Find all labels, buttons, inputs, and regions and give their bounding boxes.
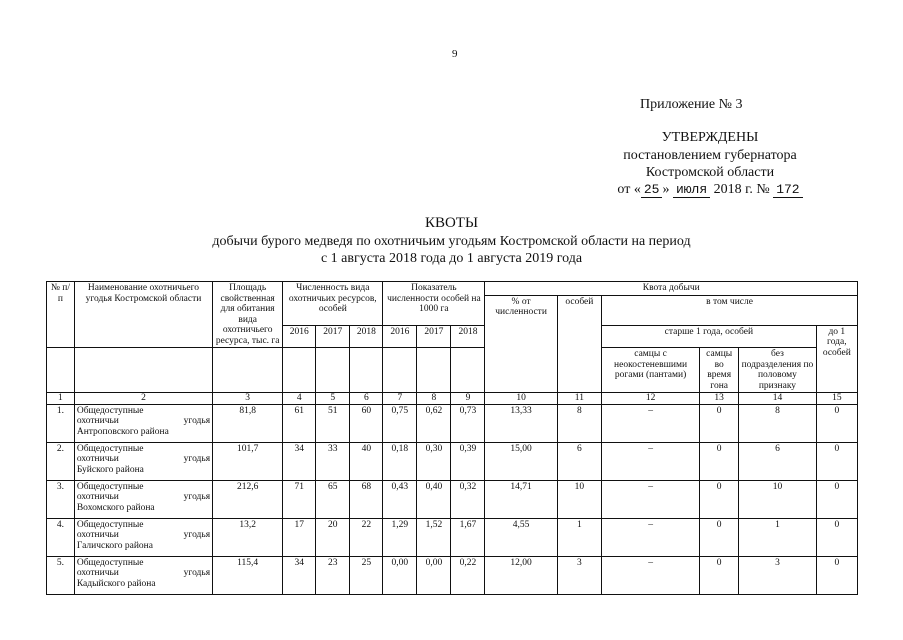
date-year: 2018 г. №: [713, 182, 770, 197]
pct-cell: 4,55: [485, 518, 557, 556]
name-word: охотничьи: [76, 454, 119, 464]
table-row: [47, 556, 858, 594]
index-cell: 13: [700, 393, 739, 405]
males-rut-cell: 0: [700, 480, 739, 518]
header-area: Площадь свойственная для обитания вида охотничьего ресурса, тыс. га: [213, 282, 283, 348]
header-pop-2016: 2016: [283, 325, 316, 348]
header-under1: до 1 года, особей: [816, 325, 857, 393]
pop-2018-cell: 22: [350, 518, 383, 556]
males-rut-cell: 0: [700, 404, 739, 442]
den-2016-cell: 0,75: [383, 404, 417, 442]
document-subtitle-1: добычи бурого медведя по охотничьим угодьям Костромской области на период: [212, 234, 691, 249]
index-cell: 9: [451, 393, 485, 405]
name-line: Кадыйского района: [76, 578, 156, 589]
males-antlers-cell: –: [602, 518, 700, 556]
males-rut-cell: 0: [700, 556, 739, 594]
header-population: Численность вида охотничьих ресурсов, особей: [283, 282, 383, 326]
no-sex-cell: 8: [739, 404, 816, 442]
pop-2017-cell: 33: [316, 442, 350, 480]
area-cell: 101,7: [213, 442, 283, 480]
header-males-antlers: самцы с неокостеневшими рогами (пантами): [602, 348, 700, 393]
appendix-label: Приложение № 3: [640, 97, 743, 112]
den-2017-cell: 0,40: [417, 480, 451, 518]
hunting-ground-name-cell: [74, 404, 212, 442]
no-sex-cell: 1: [739, 518, 816, 556]
pop-2018-cell: 40: [350, 442, 383, 480]
no-sex-cell: 10: [739, 480, 816, 518]
name-line: Общедоступные: [76, 481, 144, 492]
pop-2016-cell: 61: [283, 404, 316, 442]
index-cell: 7: [383, 393, 417, 405]
document-title: КВОТЫ: [424, 215, 479, 231]
den-2018-cell: 0,39: [451, 442, 485, 480]
name-word: охотничьи: [76, 568, 119, 578]
index-cell: 6: [350, 393, 383, 405]
den-2016-cell: 0,00: [383, 556, 417, 594]
males-antlers-cell: –: [602, 442, 700, 480]
decree-date-line: [560, 181, 860, 198]
index-cell: 8: [417, 393, 451, 405]
header-pop-2018: 2018: [350, 325, 383, 348]
pct-cell: 15,00: [485, 442, 557, 480]
den-2016-cell: 0,43: [383, 480, 417, 518]
header-density: Показатель численности особей на 1000 га: [383, 282, 485, 326]
area-cell: 115,4: [213, 556, 283, 594]
header-num: № п/п: [47, 282, 75, 348]
index-cell: 1: [47, 393, 75, 405]
count-cell: 10: [557, 480, 601, 518]
males-antlers-cell: –: [602, 404, 700, 442]
under1-cell: 0: [816, 518, 857, 556]
page-number: 9: [452, 48, 458, 60]
header-males-rut: самцы во время гона: [700, 348, 739, 393]
name-line: [77, 492, 210, 503]
name-word: угодья: [183, 416, 211, 426]
name-line: Буйского района: [76, 464, 144, 475]
pop-2017-cell: 51: [316, 404, 350, 442]
area-cell: 13,2: [213, 518, 283, 556]
name-line: Галичского района: [76, 540, 153, 551]
under1-cell: 0: [816, 442, 857, 480]
name-line: [77, 416, 210, 427]
header-quota: Квота добычи: [485, 282, 858, 296]
den-2018-cell: 0,22: [451, 556, 485, 594]
hunting-ground-name-cell: [74, 442, 212, 480]
under1-cell: 0: [816, 556, 857, 594]
approved-heading: УТВЕРЖДЕНЫ: [661, 130, 759, 145]
header-den-2018: 2018: [451, 325, 485, 348]
hunting-ground-name-cell: [74, 556, 212, 594]
header-den-2017: 2017: [417, 325, 451, 348]
pop-2016-cell: 34: [283, 442, 316, 480]
pct-cell: 14,71: [485, 480, 557, 518]
index-cell: 10: [485, 393, 557, 405]
den-2018-cell: 1,67: [451, 518, 485, 556]
under1-cell: 0: [816, 480, 857, 518]
count-cell: 6: [557, 442, 601, 480]
pop-2016-cell: 34: [283, 556, 316, 594]
name-word: угодья: [183, 454, 211, 464]
header-pop-2017: 2017: [316, 325, 350, 348]
table-row: [47, 480, 858, 518]
name-word: охотничьи: [76, 416, 119, 426]
name-word: охотничьи: [76, 530, 119, 540]
name-line: [77, 454, 210, 465]
den-2017-cell: 0,00: [417, 556, 451, 594]
count-cell: 1: [557, 518, 601, 556]
index-cell: 15: [816, 393, 857, 405]
row-num-cell: 3.: [47, 480, 75, 518]
row-num-cell: 2.: [47, 442, 75, 480]
date-day: 25: [641, 182, 663, 198]
pop-2017-cell: 20: [316, 518, 350, 556]
date-mid: »: [662, 182, 670, 197]
row-num-cell: 1.: [47, 404, 75, 442]
quota-table: [46, 281, 858, 595]
males-rut-cell: 0: [700, 442, 739, 480]
pop-2016-cell: 71: [283, 480, 316, 518]
index-cell: 11: [557, 393, 601, 405]
area-cell: 212,6: [213, 480, 283, 518]
index-cell: 4: [283, 393, 316, 405]
den-2018-cell: 0,32: [451, 480, 485, 518]
no-sex-cell: 3: [739, 556, 816, 594]
den-2016-cell: 1,29: [383, 518, 417, 556]
header-including: в том числе: [602, 295, 858, 325]
table-row: [47, 518, 858, 556]
name-line: Антроповского района: [76, 426, 169, 437]
decree-number: 172: [773, 182, 802, 198]
males-antlers-cell: –: [602, 556, 700, 594]
den-2017-cell: 0,62: [417, 404, 451, 442]
pop-2017-cell: 65: [316, 480, 350, 518]
header-name: Наименование охотничьего угодья Костромской области: [74, 282, 212, 348]
pop-2018-cell: 25: [350, 556, 383, 594]
den-2017-cell: 0,30: [417, 442, 451, 480]
table-row: [47, 404, 858, 442]
males-rut-cell: 0: [700, 518, 739, 556]
row-num-cell: 5.: [47, 556, 75, 594]
name-line: Общедоступные: [76, 443, 144, 454]
name-line: Общедоступные: [76, 557, 144, 568]
header-no-sex: без подразделения по половому признаку: [739, 348, 816, 393]
decree-line: постановлением губернатора: [623, 148, 797, 163]
date-month: июля: [673, 182, 710, 198]
header-den-2016: 2016: [383, 325, 417, 348]
pop-2018-cell: 60: [350, 404, 383, 442]
name-word: угодья: [183, 568, 211, 578]
index-cell: 3: [213, 393, 283, 405]
hunting-ground-name-cell: [74, 518, 212, 556]
name-line: Общедоступные: [76, 519, 144, 530]
row-num-cell: 4.: [47, 518, 75, 556]
index-cell: 2: [74, 393, 212, 405]
name-word: угодья: [183, 530, 211, 540]
pct-cell: 13,33: [485, 404, 557, 442]
area-cell: 81,8: [213, 404, 283, 442]
name-line: Вохомского района: [76, 502, 155, 513]
pct-cell: 12,00: [485, 556, 557, 594]
header-count: особей: [557, 295, 601, 393]
pop-2016-cell: 17: [283, 518, 316, 556]
count-cell: 8: [557, 404, 601, 442]
pop-2017-cell: 23: [316, 556, 350, 594]
under1-cell: 0: [816, 404, 857, 442]
column-index-row: [47, 393, 858, 405]
hunting-ground-name-cell: [74, 480, 212, 518]
name-line: Общедоступные: [76, 405, 144, 416]
index-cell: 12: [602, 393, 700, 405]
den-2018-cell: 0,73: [451, 404, 485, 442]
index-cell: 5: [316, 393, 350, 405]
header-pct: % от численности: [485, 295, 557, 393]
den-2016-cell: 0,18: [383, 442, 417, 480]
name-word: угодья: [183, 492, 211, 502]
table-row: [47, 442, 858, 480]
index-cell: 14: [739, 393, 816, 405]
name-word: охотничьи: [76, 492, 119, 502]
name-line: [77, 530, 210, 541]
region-line: Костромской области: [645, 165, 775, 180]
name-line: [77, 568, 210, 579]
header-older: старше 1 года, особей: [602, 325, 817, 348]
count-cell: 3: [557, 556, 601, 594]
document-subtitle-2: с 1 августа 2018 года до 1 августа 2019 года: [320, 251, 583, 266]
males-antlers-cell: –: [602, 480, 700, 518]
den-2017-cell: 1,52: [417, 518, 451, 556]
date-prefix: от «: [617, 182, 641, 197]
no-sex-cell: 6: [739, 442, 816, 480]
pop-2018-cell: 68: [350, 480, 383, 518]
